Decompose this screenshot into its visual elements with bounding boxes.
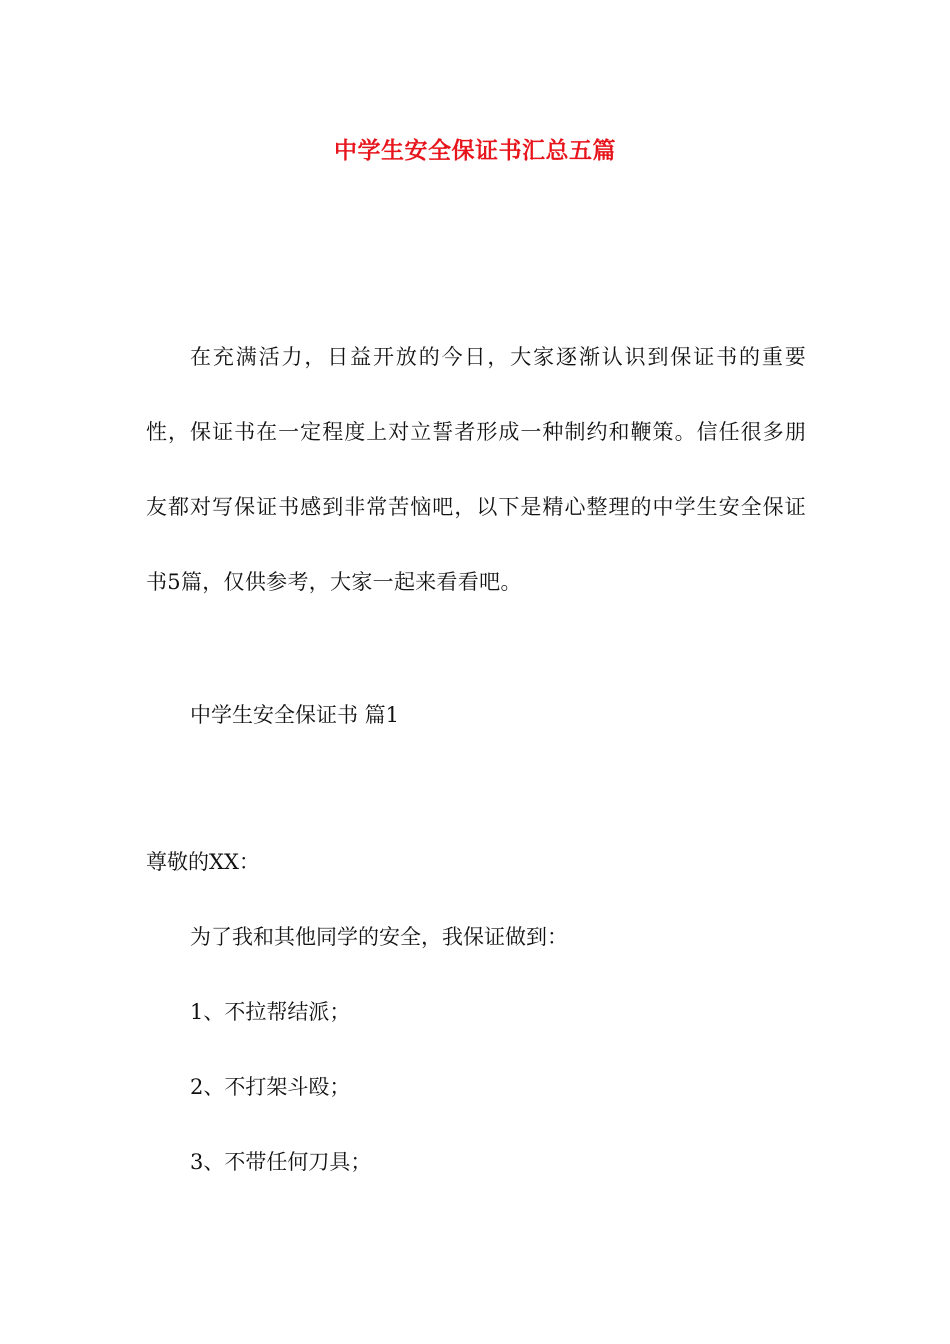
section-heading: 中学生安全保证书 篇1	[190, 703, 400, 727]
list-item: 3、不带任何刀具；	[190, 1150, 372, 1174]
salutation: 尊敬的XX：	[146, 850, 260, 874]
list-item: 2、不打架斗殴；	[190, 1075, 351, 1099]
lead-paragraph: 为了我和其他同学的安全，我保证做到：	[190, 925, 568, 949]
document-title: 中学生安全保证书汇总五篇	[334, 137, 616, 164]
intro-paragraph: 在充满活力，日益开放的今日，大家逐渐认识到保证书的重要性，保证书在一定程度上对立誓者形成一种制约和鞭策。信任很多朋友都对写保证书感到非常苦恼吧，以下是精心整理的中学生安全保证书5篇，仅供参考，大家一起来看看吧。	[146, 345, 806, 594]
list-item: 1、不拉帮结派；	[190, 1000, 351, 1024]
